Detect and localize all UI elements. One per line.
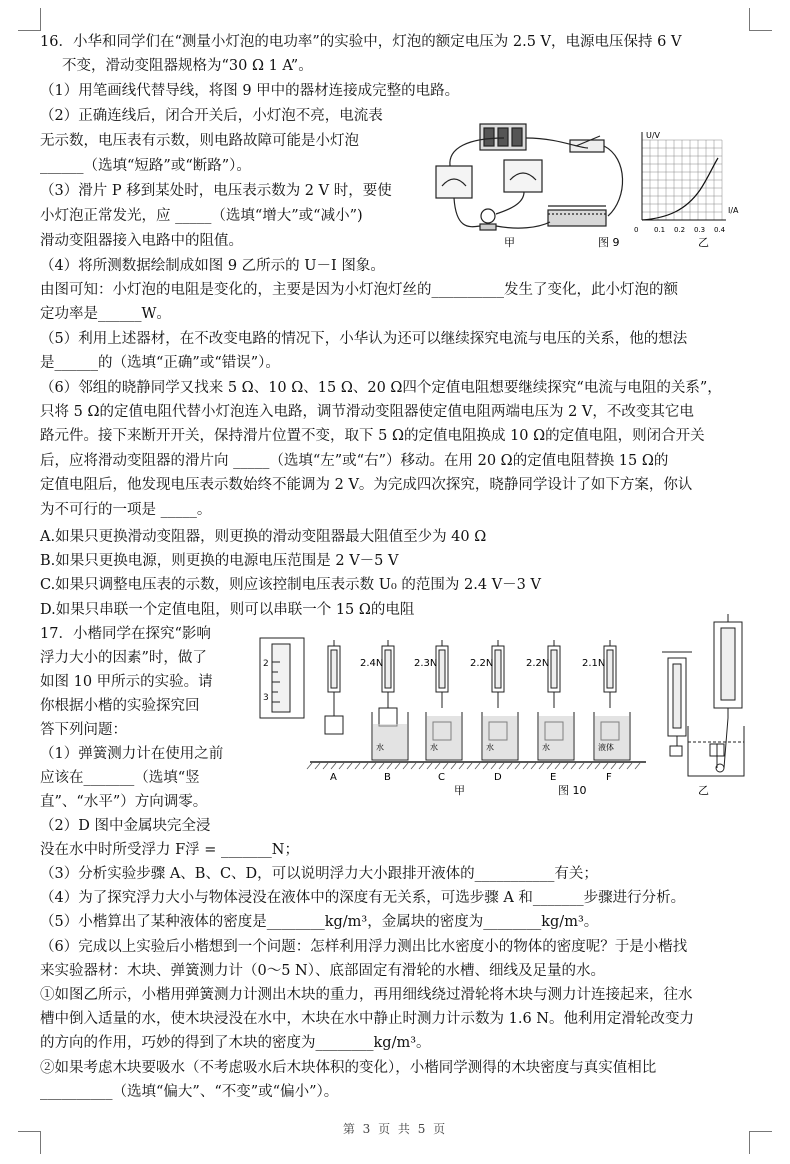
figure-9-caption: 图 9: [598, 236, 620, 249]
q17-line-6: （1）弹簧测力计在使用之前: [40, 746, 224, 762]
zoom-mark-2: 2: [263, 659, 269, 669]
q17-line-14: （6）完成以上实验后小楷想到一个问题：怎样利用浮力测出比水密度小的物体的密度呢？于是小楷找: [40, 939, 688, 955]
graph-tick-0: 0: [634, 226, 639, 234]
graph-tick-3: 0.3: [694, 226, 706, 234]
bulb: [481, 209, 495, 223]
figure-9-left-caption: 甲: [504, 236, 515, 249]
graph-tick-4: 0.4: [714, 226, 726, 234]
ammeter: [436, 166, 472, 198]
q17-line-8: 直”、“水平”）方向调零。: [40, 794, 208, 810]
q17-line-15: 来实验器材：木块、弹簧测力计（0～5 N）、底部固定有滑轮的水槽、细线及足量的水。: [40, 963, 605, 979]
q16-line-7: （3）滑片 P 移到某处时，电压表示数为 2 V 时，要使: [40, 183, 392, 199]
q17-line-9: （2）D 图中金属块完全浸: [40, 818, 211, 834]
q16-line-21: A.如果只更换滑动变阻器，则更换的滑动变阻器最大阻值至少为 40 Ω: [40, 529, 487, 545]
q17-line-16: ①如图乙所示，小楷用弹簧测力计测出木块的重力，再用细线绕过滑轮将木块与测力计连接起来，往水: [40, 987, 693, 1003]
q16-line-16: 只将 5 Ω的定值电阻代替小灯泡连入电路，调节滑动变阻器使定值电阻两端电压为 2 V，不改变其它电: [40, 404, 694, 420]
figure-9: [428, 118, 748, 256]
step-label-A: A: [330, 772, 337, 783]
q17-line-12: （4）为了探究浮力大小与物体浸没在液体中的深度有无关系，可选步骤 A 和_______步骤进行分析。: [40, 890, 686, 906]
q17-line-13: （5）小楷算出了某种液体的密度是________kg/m³，金属块的密度为________kg/m³。: [40, 914, 599, 930]
figure-10-caption: 图 10: [558, 784, 587, 797]
q16-line-24: D.如果只串联一个定值电阻，则可以串联一个 15 Ω的电阻: [40, 602, 415, 618]
spring-scale-zoom: [260, 638, 304, 718]
q16-line-23: C.如果只调整电压表的示数，则应该控制电压表示数 U₀ 的范围为 2.4 V－3 V: [40, 577, 541, 593]
q16-line-18: 后，应将滑动变阻器的滑片向 _____（选填“左”或“右”）移动。在用 20 Ω的定值电阻替换 15 Ω的: [40, 453, 669, 469]
zoom-mark-3: 3: [263, 693, 269, 703]
q17-line-7: 应该在_______（选填“竖: [40, 770, 200, 786]
q16-line-1: 16．小华和同学们在“测量小灯泡的电功率”的实验中，灯泡的额定电压为 2.5 V，电源电压保持 6 V: [40, 34, 682, 50]
reading-F: 2.1N: [582, 658, 606, 669]
rheostat: [548, 210, 606, 226]
voltmeter: [504, 160, 542, 192]
liquid-label-C: 水: [430, 743, 438, 752]
reading-D: 2.2N: [470, 658, 494, 669]
q17-line-18: 的方向的作用，巧妙的得到了木块的密度为________kg/m³。: [40, 1035, 431, 1051]
step-label-E: E: [550, 772, 557, 783]
q17-line-10: 没在水中时所受浮力 F浮 = _______N；: [40, 842, 299, 858]
q17-line-3: 如图 10 甲所示的实验。请: [40, 674, 213, 690]
step-label-B: B: [384, 772, 391, 783]
step-label-F: F: [606, 772, 612, 783]
liquid-label-B: 水: [376, 743, 384, 752]
page-footer: 第 3 页 共 5 页: [342, 1122, 448, 1136]
crop-mark-top-right: [749, 8, 772, 31]
q16-line-17: 路元件。接下来断开开关，保持滑片位置不变，取下 5 Ω的定值电阻换成 10 Ω的定值电阻，则闭合开关: [40, 428, 705, 444]
q16-line-20: 为不可行的一项是 _____。: [40, 502, 212, 518]
liquid-label-F: 液体: [598, 743, 614, 752]
q17-line-4: 你根据小楷的实验探究回: [40, 698, 200, 714]
q16-line-5: 无示数，电压表有示数，则电路故障可能是小灯泡: [40, 133, 359, 149]
figure-10-right-caption: 乙: [698, 784, 709, 797]
ui-graph: [634, 131, 739, 234]
q17-line-19: ②如果考虑木块要吸水（不考虑吸水后木块体积的变化），小楷同学测得的木块密度与真实值相比: [40, 1060, 657, 1076]
q16-line-19: 定值电阻后，他发现电压表示数始终不能调为 2 V。为完成四次探究，晓静同学设计了如下方案，你认: [40, 477, 693, 493]
q16-line-6: ______（选填“短路”或“断路”）。: [40, 158, 251, 174]
reading-E: 2.2N: [526, 658, 550, 669]
circuit-diagram: [436, 124, 623, 230]
q16-line-12: 定功率是______W。: [40, 306, 171, 322]
ui-curve: [642, 158, 718, 220]
q17-line-1: 17．小楷同学在探究“影响: [40, 626, 211, 642]
q16-line-2: 不变，滑动变阻器规格为“30 Ω 1 A”。: [62, 58, 313, 74]
liquid-label-D: 水: [486, 743, 494, 752]
graph-y-label: U/V: [646, 131, 661, 140]
q16-line-10: （4）将所测数据绘制成如图 9 乙所示的 U－I 图象。: [40, 258, 385, 274]
reading-C: 2.3N: [414, 658, 438, 669]
crop-mark-top-left: [18, 8, 41, 31]
figure-10-left-caption: 甲: [454, 784, 465, 797]
q16-line-8: 小灯泡正常发光，应 _____（选填“增大”或“减小”): [40, 208, 363, 224]
graph-tick-2: 0.2: [674, 226, 686, 234]
q16-line-14: 是______的（选填“正确”或“错误”）。: [40, 355, 280, 371]
figure-10: [258, 612, 756, 802]
q17-line-2: 浮力大小的因素”时，做了: [40, 650, 207, 666]
q17-line-11: （3）分析实验步骤 A、B、C、D，可以说明浮力大小跟排开液体的___________有关；: [40, 866, 598, 882]
reading-B: 2.4N: [360, 658, 384, 669]
step-A: [325, 640, 343, 734]
graph-tick-1: 0.1: [654, 226, 666, 234]
step-label-C: C: [438, 772, 445, 783]
q17-line-20: __________（选填“偏大”、“不变”或“偏小”）。: [40, 1084, 339, 1100]
q16-line-3: （1）用笔画线代替导线，将图 9 甲中的器材连接成完整的电路。: [40, 83, 460, 99]
q16-line-15: （6）邻组的晓静同学又找来 5 Ω、10 Ω、15 Ω、20 Ω四个定值电阻想要继续探究“电流与电阻的关系”，: [40, 380, 722, 396]
q16-line-22: B.如果只更换电源，则更换的电源电压范围是 2 V－5 V: [40, 553, 399, 569]
figure-9-right-caption: 乙: [698, 236, 709, 249]
q16-line-11: 由图可知：小灯泡的电阻是变化的，主要是因为小灯泡灯丝的__________发生了变化，此小灯泡的额: [40, 282, 678, 298]
q16-line-9: 滑动变阻器接入电路中的阻值。: [40, 233, 243, 249]
graph-x-label: I/A: [728, 206, 739, 215]
q17-line-5: 答下列问题：: [40, 722, 127, 738]
pulley-setup: [662, 614, 744, 776]
q16-line-4: （2）正确连线后，闭合开关后，小灯泡不亮，电流表: [40, 108, 383, 124]
q17-line-17: 槽中倒入适量的水，使木块浸没在水中，木块在水中静止时测力计示数为 1.6 N。他利用定滑轮改变力: [40, 1011, 694, 1027]
q16-line-13: （5）利用上述器材，在不改变电路的情况下，小华认为还可以继续探究电流与电压的关系，他的想法: [40, 331, 688, 347]
liquid-label-E: 水: [542, 743, 550, 752]
step-label-D: D: [494, 772, 502, 783]
